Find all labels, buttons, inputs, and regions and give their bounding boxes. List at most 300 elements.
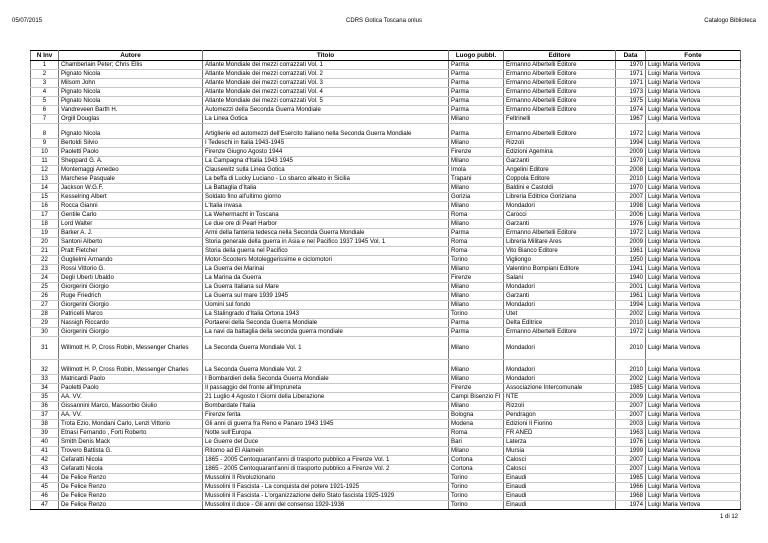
cell-publisher: Rizzoli bbox=[504, 402, 616, 411]
cell-place: Torino bbox=[449, 483, 504, 492]
cell-inv: 26 bbox=[31, 292, 59, 301]
cell-source: Luigi Maria Vertova bbox=[646, 447, 741, 456]
cell-place: Parma bbox=[449, 319, 504, 328]
cell-place: Torino bbox=[449, 492, 504, 501]
table-row bbox=[31, 310, 741, 319]
cell-author: Marchese Pasquale bbox=[59, 175, 203, 184]
cell-title: Portaerei della Seconda Guerra Mondiale bbox=[203, 319, 449, 328]
page-number: 1 di 12 bbox=[719, 514, 738, 520]
cell-publisher: Vito Bianco Editore bbox=[504, 247, 616, 256]
cell-inv: 16 bbox=[31, 202, 59, 211]
cell-source: Luigi Maria Vertova bbox=[646, 106, 741, 115]
cell-author: Paoletti Paolo bbox=[59, 148, 203, 157]
cell-place: Torino bbox=[449, 256, 504, 265]
cell-author: Kesselring Albert bbox=[59, 193, 203, 202]
cell-place: Parma bbox=[449, 70, 504, 79]
cell-author: Guglielmi Armando bbox=[59, 256, 203, 265]
table-row bbox=[31, 256, 741, 265]
cell-publisher: Mondadori bbox=[504, 337, 616, 360]
cell-year: 2007 bbox=[616, 402, 646, 411]
cell-source: Luigi Maria Vertova bbox=[646, 115, 741, 124]
cell-inv: 23 bbox=[31, 265, 59, 274]
cell-publisher: Einaudi bbox=[504, 492, 616, 501]
cell-title: La Stalingrado d'Italia Ortona 1943 bbox=[203, 310, 449, 319]
table-row bbox=[31, 79, 741, 88]
cell-title: Firenze Giugno Agosto 1944 bbox=[203, 148, 449, 157]
table-header-row bbox=[31, 51, 741, 61]
cell-publisher: Calosci bbox=[504, 465, 616, 474]
cell-publisher: Delta Editrice bbox=[504, 319, 616, 328]
cell-title: Atlante Mondiale dei mezzi corrazzati Vol. 1 bbox=[203, 61, 449, 70]
table-row bbox=[31, 97, 741, 106]
cell-year: 1972 bbox=[616, 229, 646, 238]
cell-source: Luigi Maria Vertova bbox=[646, 384, 741, 393]
cell-inv: 19 bbox=[31, 229, 59, 238]
cell-publisher: Libreria Militare Ares bbox=[504, 238, 616, 247]
cell-publisher: Mondadori bbox=[504, 202, 616, 211]
cell-author: Trovero Battista G. bbox=[59, 447, 203, 456]
cell-title: Soldato fino all'ultimo giorno bbox=[203, 193, 449, 202]
cell-source: Luigi Maria Vertova bbox=[646, 319, 741, 328]
cell-publisher: Ermanno Albertelli Editore bbox=[504, 97, 616, 106]
table-row bbox=[31, 265, 741, 274]
cell-inv: 32 bbox=[31, 360, 59, 375]
cell-title: Mussolini Il Fascista - La conquista del potere 1921-1925 bbox=[203, 483, 449, 492]
cell-place: Bari bbox=[449, 438, 504, 447]
cell-year: 1963 bbox=[616, 429, 646, 438]
cell-publisher: Garzanti bbox=[504, 220, 616, 229]
cell-author: De Felice Renzo bbox=[59, 501, 203, 510]
table-row bbox=[31, 456, 741, 465]
cell-publisher: Laterza bbox=[504, 438, 616, 447]
cell-place: Milano bbox=[449, 402, 504, 411]
cell-inv: 36 bbox=[31, 402, 59, 411]
cell-inv: 5 bbox=[31, 97, 59, 106]
cell-title: Bombardate l'Italia bbox=[203, 402, 449, 411]
table-row bbox=[31, 447, 741, 456]
cell-publisher: Garzanti bbox=[504, 292, 616, 301]
cell-source: Luigi Maria Vertova bbox=[646, 175, 741, 184]
cell-place: Milano bbox=[449, 115, 504, 124]
cell-year: 1950 bbox=[616, 256, 646, 265]
cell-title: Atlante Mondiale dei mezzi corrazzati Vol. 2 bbox=[203, 70, 449, 79]
cell-inv: 45 bbox=[31, 483, 59, 492]
cell-author: Gissannini Marco, Massorbio Giulio bbox=[59, 402, 203, 411]
table-row bbox=[31, 429, 741, 438]
cell-author: Cefaratti Nicola bbox=[59, 465, 203, 474]
table-body bbox=[31, 61, 741, 510]
cell-title: Atlante Mondiale dei mezzi corrazzati Vol. 3 bbox=[203, 79, 449, 88]
cell-place: Firenze bbox=[449, 384, 504, 393]
table-row bbox=[31, 438, 741, 447]
cell-publisher: Mondadori bbox=[504, 375, 616, 384]
cell-title: La navi da battaglia della seconda guerra mondiale bbox=[203, 328, 449, 337]
cell-inv: 27 bbox=[31, 301, 59, 310]
cell-author: Rossi Vittorio G. bbox=[59, 265, 203, 274]
cell-inv: 37 bbox=[31, 411, 59, 420]
cell-publisher: Ermanno Albertelli Editore bbox=[504, 106, 616, 115]
cell-author: Willmott H. P, Cross Robin, Messenger Charles bbox=[59, 337, 203, 360]
cell-source: Luigi Maria Vertova bbox=[646, 301, 741, 310]
cell-publisher: Ermanno Albertelli Editore bbox=[504, 70, 616, 79]
table-row bbox=[31, 360, 741, 375]
cell-source: Luigi Maria Vertova bbox=[646, 79, 741, 88]
cell-year: 2008 bbox=[616, 166, 646, 175]
cell-publisher: Salani bbox=[504, 274, 616, 283]
cell-source: Luigi Maria Vertova bbox=[646, 247, 741, 256]
cell-title: La Battaglia d'Italia bbox=[203, 184, 449, 193]
cell-inv: 2 bbox=[31, 70, 59, 79]
cell-title: Gli anni di guerra fra Reno e Panaro 1943 1945 bbox=[203, 420, 449, 429]
cell-inv: 43 bbox=[31, 465, 59, 474]
cell-publisher: Rizzoli bbox=[504, 139, 616, 148]
table-row bbox=[31, 393, 741, 402]
cell-inv: 41 bbox=[31, 447, 59, 456]
table-row bbox=[31, 474, 741, 483]
cell-year: 1999 bbox=[616, 447, 646, 456]
cell-source: Luigi Maria Vertova bbox=[646, 238, 741, 247]
cell-inv: 21 bbox=[31, 247, 59, 256]
table-row bbox=[31, 292, 741, 301]
cell-source: Luigi Maria Vertova bbox=[646, 166, 741, 175]
cell-publisher: Valentino Bompiani Editore bbox=[504, 265, 616, 274]
table-row bbox=[31, 157, 741, 166]
cell-source: Luigi Maria Vertova bbox=[646, 265, 741, 274]
cell-inv: 28 bbox=[31, 310, 59, 319]
cell-inv: 15 bbox=[31, 193, 59, 202]
table-row bbox=[31, 501, 741, 510]
cell-title: Atlante Mondiale dei mezzi corrazzati Vol. 5 bbox=[203, 97, 449, 106]
cell-source: Luigi Maria Vertova bbox=[646, 429, 741, 438]
cell-publisher: Angelini Editore bbox=[504, 166, 616, 175]
cell-title: Atlante Mondiale dei mezzi corrazzati Vol. 4 bbox=[203, 88, 449, 97]
cell-place: Parma bbox=[449, 61, 504, 70]
cell-title: Ritorno ad El Alamein bbox=[203, 447, 449, 456]
table-row bbox=[31, 220, 741, 229]
cell-title: La Linea Gotica bbox=[203, 115, 449, 124]
cell-year: 2007 bbox=[616, 411, 646, 420]
cell-year: 1961 bbox=[616, 247, 646, 256]
cell-inv: 22 bbox=[31, 256, 59, 265]
cell-inv: 6 bbox=[31, 106, 59, 115]
cell-place: Bologna bbox=[449, 411, 504, 420]
cell-inv: 14 bbox=[31, 184, 59, 193]
cell-publisher: Feltrinelli bbox=[504, 115, 616, 124]
cell-inv: 40 bbox=[31, 438, 59, 447]
cell-publisher: Mondadori bbox=[504, 283, 616, 292]
cell-inv: 7 bbox=[31, 115, 59, 124]
cell-place: Gorizia bbox=[449, 193, 504, 202]
cell-publisher: Ermanno Albertelli Editore bbox=[504, 229, 616, 238]
cell-author: Milsom John bbox=[59, 79, 203, 88]
cell-author: Chamberlain Peter; Chris Ellis bbox=[59, 61, 203, 70]
cell-publisher: Einaudi bbox=[504, 483, 616, 492]
table-row bbox=[31, 211, 741, 220]
table-row bbox=[31, 492, 741, 501]
cell-place: Parma bbox=[449, 88, 504, 97]
cell-publisher: Vigliongo bbox=[504, 256, 616, 265]
cell-author: Patricelli Marco bbox=[59, 310, 203, 319]
cell-inv: 29 bbox=[31, 319, 59, 328]
cell-source: Luigi Maria Vertova bbox=[646, 393, 741, 402]
table-row bbox=[31, 106, 741, 115]
cell-title: La beffa di Lucky Luciano - Lo sbarco alleato in Sicilia bbox=[203, 175, 449, 184]
cell-publisher: Ermanno Albertelli Editore bbox=[504, 328, 616, 337]
table-row bbox=[31, 70, 741, 79]
cell-year: 1940 bbox=[616, 274, 646, 283]
cell-title: Storia generale della guerra in Asia e nel Pacifico 1937 1945 Vol. 1 bbox=[203, 238, 449, 247]
cell-inv: 13 bbox=[31, 175, 59, 184]
cell-author: Orgill Douglas bbox=[59, 115, 203, 124]
cell-source: Luigi Maria Vertova bbox=[646, 256, 741, 265]
cell-source: Luigi Maria Vertova bbox=[646, 501, 741, 510]
cell-place: Modena bbox=[449, 420, 504, 429]
cell-author: Smith Denis Mack bbox=[59, 438, 203, 447]
cell-title: 1865 - 2005 Centoquarant'anni di trasporto pubblico a Firenze Vol. 2 bbox=[203, 465, 449, 474]
cell-year: 2007 bbox=[616, 456, 646, 465]
cell-place: Firenze bbox=[449, 274, 504, 283]
cell-author: De Felice Renzo bbox=[59, 492, 203, 501]
cell-place: Roma bbox=[449, 211, 504, 220]
cell-source: Luigi Maria Vertova bbox=[646, 283, 741, 292]
cell-source: Luigi Maria Vertova bbox=[646, 465, 741, 474]
cell-inv: 38 bbox=[31, 420, 59, 429]
cell-place: Milano bbox=[449, 265, 504, 274]
cell-place: Roma bbox=[449, 429, 504, 438]
table-row bbox=[31, 139, 741, 148]
cell-title: Clausewitz sulla Linea Gotica bbox=[203, 166, 449, 175]
cell-author: Cefaratti Nicola bbox=[59, 456, 203, 465]
table-row bbox=[31, 229, 741, 238]
table-row bbox=[31, 375, 741, 384]
cell-title: Uomini sul fondo bbox=[203, 301, 449, 310]
cell-publisher: Carocci bbox=[504, 211, 616, 220]
cell-year: 2007 bbox=[616, 465, 646, 474]
cell-place: Milano bbox=[449, 375, 504, 384]
cell-author: Giorgerini Giorgio bbox=[59, 301, 203, 310]
col-header-title: Titolo bbox=[203, 51, 449, 61]
cell-source: Luigi Maria Vertova bbox=[646, 360, 741, 375]
cell-title: Armi della fanteria tedesca nella Seconda Guerra Mondiale bbox=[203, 229, 449, 238]
table-row bbox=[31, 283, 741, 292]
cell-year: 2001 bbox=[616, 283, 646, 292]
cell-author: Pignato Nicola bbox=[59, 70, 203, 79]
cell-author: Jackson W.G.F. bbox=[59, 184, 203, 193]
table-row bbox=[31, 328, 741, 337]
cell-year: 1970 bbox=[616, 184, 646, 193]
cell-publisher: Mursia bbox=[504, 447, 616, 456]
cell-year: 1998 bbox=[616, 202, 646, 211]
cell-author: Vandreveen Barth H. bbox=[59, 106, 203, 115]
col-header-source: Fonte bbox=[646, 51, 741, 61]
table-row bbox=[31, 115, 741, 124]
cell-year: 2002 bbox=[616, 310, 646, 319]
cell-author: Bertoldi Silvio bbox=[59, 139, 203, 148]
cell-source: Luigi Maria Vertova bbox=[646, 193, 741, 202]
cell-place: Milano bbox=[449, 202, 504, 211]
cell-place: Firenze bbox=[449, 148, 504, 157]
cell-title: La Seconda Guerra Mondiale Vol. 1 bbox=[203, 337, 449, 360]
cell-publisher: Calosci bbox=[504, 456, 616, 465]
cell-source: Luigi Maria Vertova bbox=[646, 184, 741, 193]
table-row bbox=[31, 402, 741, 411]
cell-year: 1972 bbox=[616, 124, 646, 139]
cell-year: 1961 bbox=[616, 292, 646, 301]
cell-source: Luigi Maria Vertova bbox=[646, 292, 741, 301]
cell-year: 2010 bbox=[616, 360, 646, 375]
table-row bbox=[31, 274, 741, 283]
cell-title: Artiglierie ed automezzi dell'Esercito Italiano nella Seconda Guerra Mondiale bbox=[203, 124, 449, 139]
cell-source: Luigi Maria Vertova bbox=[646, 229, 741, 238]
cell-place: Parma bbox=[449, 124, 504, 139]
cell-author: Sheppard G. A. bbox=[59, 157, 203, 166]
cell-inv: 46 bbox=[31, 492, 59, 501]
cell-inv: 10 bbox=[31, 148, 59, 157]
cell-inv: 17 bbox=[31, 211, 59, 220]
cell-publisher: Libreria Editrice Goriziana bbox=[504, 193, 616, 202]
cell-source: Luigi Maria Vertova bbox=[646, 70, 741, 79]
cell-place: Parma bbox=[449, 79, 504, 88]
cell-publisher: Ermanno Albertelli Editore bbox=[504, 61, 616, 70]
cell-author: Nassigh Riccardo bbox=[59, 319, 203, 328]
cell-year: 1971 bbox=[616, 70, 646, 79]
cell-publisher: Garzanti bbox=[504, 157, 616, 166]
cell-publisher: Pendragon bbox=[504, 411, 616, 420]
cell-publisher: Associazione Intercomunale bbox=[504, 384, 616, 393]
cell-author: AA. VV. bbox=[59, 411, 203, 420]
cell-year: 1970 bbox=[616, 61, 646, 70]
cell-year: 1973 bbox=[616, 88, 646, 97]
cell-source: Luigi Maria Vertova bbox=[646, 483, 741, 492]
cell-inv: 44 bbox=[31, 474, 59, 483]
cell-author: Giorgerini Giorgio bbox=[59, 328, 203, 337]
cell-title: La Guerra dei Marinai bbox=[203, 265, 449, 274]
cell-place: Milano bbox=[449, 301, 504, 310]
table-row bbox=[31, 184, 741, 193]
cell-year: 1967 bbox=[616, 115, 646, 124]
cell-author: Pignato Nicola bbox=[59, 97, 203, 106]
cell-author: Giorgerini Giorgio bbox=[59, 283, 203, 292]
cell-publisher: Utet bbox=[504, 310, 616, 319]
cell-publisher: Ermanno Albertelli Editore bbox=[504, 79, 616, 88]
cell-place: Milano bbox=[449, 292, 504, 301]
cell-inv: 47 bbox=[31, 501, 59, 510]
cell-title: La Seconda Guerra Mondiale Vol. 2 bbox=[203, 360, 449, 375]
cell-author: Gentile Carlo bbox=[59, 211, 203, 220]
cell-author: Degli Uberti Ubaldo bbox=[59, 274, 203, 283]
table-row bbox=[31, 384, 741, 393]
col-header-year: Data bbox=[616, 51, 646, 61]
cell-inv: 33 bbox=[31, 375, 59, 384]
cell-year: 2010 bbox=[616, 319, 646, 328]
table-row bbox=[31, 175, 741, 184]
cell-publisher: NTE bbox=[504, 393, 616, 402]
table-row bbox=[31, 202, 741, 211]
cell-source: Luigi Maria Vertova bbox=[646, 438, 741, 447]
cell-title: Mussolini Il Fascista - L'organizzazione dello Stato fascista 1925-1929 bbox=[203, 492, 449, 501]
cell-inv: 11 bbox=[31, 157, 59, 166]
cell-source: Luigi Maria Vertova bbox=[646, 402, 741, 411]
cell-title: 1865 - 2005 Centoquarant'anni di trasporto pubblico a Firenze Vol. 1 bbox=[203, 456, 449, 465]
cell-source: Luigi Maria Vertova bbox=[646, 492, 741, 501]
cell-author: Montemaggi Amedeo bbox=[59, 166, 203, 175]
cell-source: Luigi Maria Vertova bbox=[646, 211, 741, 220]
cell-title: Storia della guerra nel Pacifico bbox=[203, 247, 449, 256]
cell-publisher: Einaudi bbox=[504, 501, 616, 510]
table-row bbox=[31, 124, 741, 139]
cell-title: L'Italia invasa bbox=[203, 202, 449, 211]
cell-author: Matricardi Paolo bbox=[59, 375, 203, 384]
cell-year: 2002 bbox=[616, 375, 646, 384]
table-row bbox=[31, 465, 741, 474]
cell-publisher: Mondadori bbox=[504, 360, 616, 375]
table-row bbox=[31, 337, 741, 360]
cell-source: Luigi Maria Vertova bbox=[646, 310, 741, 319]
cell-source: Luigi Maria Vertova bbox=[646, 157, 741, 166]
cell-author: Santoni Alberto bbox=[59, 238, 203, 247]
cell-year: 1994 bbox=[616, 139, 646, 148]
col-header-publisher: Editore bbox=[504, 51, 616, 61]
cell-inv: 42 bbox=[31, 456, 59, 465]
cell-author: Lord Walter bbox=[59, 220, 203, 229]
table-row bbox=[31, 238, 741, 247]
table-row bbox=[31, 483, 741, 492]
table-row bbox=[31, 193, 741, 202]
cell-inv: 34 bbox=[31, 384, 59, 393]
cell-source: Luigi Maria Vertova bbox=[646, 139, 741, 148]
cell-place: Roma bbox=[449, 247, 504, 256]
cell-place: Milano bbox=[449, 360, 504, 375]
cell-place: Milano bbox=[449, 157, 504, 166]
cell-inv: 3 bbox=[31, 79, 59, 88]
cell-author: Trota Ezio, Mondani Carlo, Lenzi Vittorio bbox=[59, 420, 203, 429]
cell-source: Luigi Maria Vertova bbox=[646, 220, 741, 229]
cell-inv: 8 bbox=[31, 124, 59, 139]
table-row bbox=[31, 319, 741, 328]
cell-place: Milano bbox=[449, 139, 504, 148]
cell-author: Pignato Nicola bbox=[59, 88, 203, 97]
cell-inv: 18 bbox=[31, 220, 59, 229]
cell-publisher: Ermanno Albertelli Editore bbox=[504, 88, 616, 97]
cell-title: Automezzi della Seconda Guerra Mondiale bbox=[203, 106, 449, 115]
table-row bbox=[31, 247, 741, 256]
cell-title: Notte sull'Europa bbox=[203, 429, 449, 438]
cell-place: Milano bbox=[449, 283, 504, 292]
cell-year: 2010 bbox=[616, 337, 646, 360]
organization-name: CDRS Gotica Toscana onlus bbox=[346, 18, 422, 24]
cell-source: Luigi Maria Vertova bbox=[646, 337, 741, 360]
cell-title: I Bombardieri della Seconda Guerra Mondiale bbox=[203, 375, 449, 384]
cell-place: Milano bbox=[449, 220, 504, 229]
cell-year: 2006 bbox=[616, 211, 646, 220]
cell-place: Milano bbox=[449, 447, 504, 456]
table-row bbox=[31, 61, 741, 70]
cell-inv: 31 bbox=[31, 337, 59, 360]
cell-place: Torino bbox=[449, 501, 504, 510]
cell-title: Motor-Scooters Motoleggerissime e ciclomotori bbox=[203, 256, 449, 265]
cell-year: 1972 bbox=[616, 328, 646, 337]
cell-year: 1966 bbox=[616, 483, 646, 492]
cell-place: Torino bbox=[449, 310, 504, 319]
cell-inv: 12 bbox=[31, 166, 59, 175]
document-title: Catalogo Biblioteca bbox=[704, 18, 756, 24]
cell-place: Roma bbox=[449, 238, 504, 247]
cell-year: 1941 bbox=[616, 265, 646, 274]
cell-year: 1975 bbox=[616, 97, 646, 106]
cell-inv: 25 bbox=[31, 283, 59, 292]
cell-publisher: FR ANED bbox=[504, 429, 616, 438]
cell-author: Rocca Gianni bbox=[59, 202, 203, 211]
